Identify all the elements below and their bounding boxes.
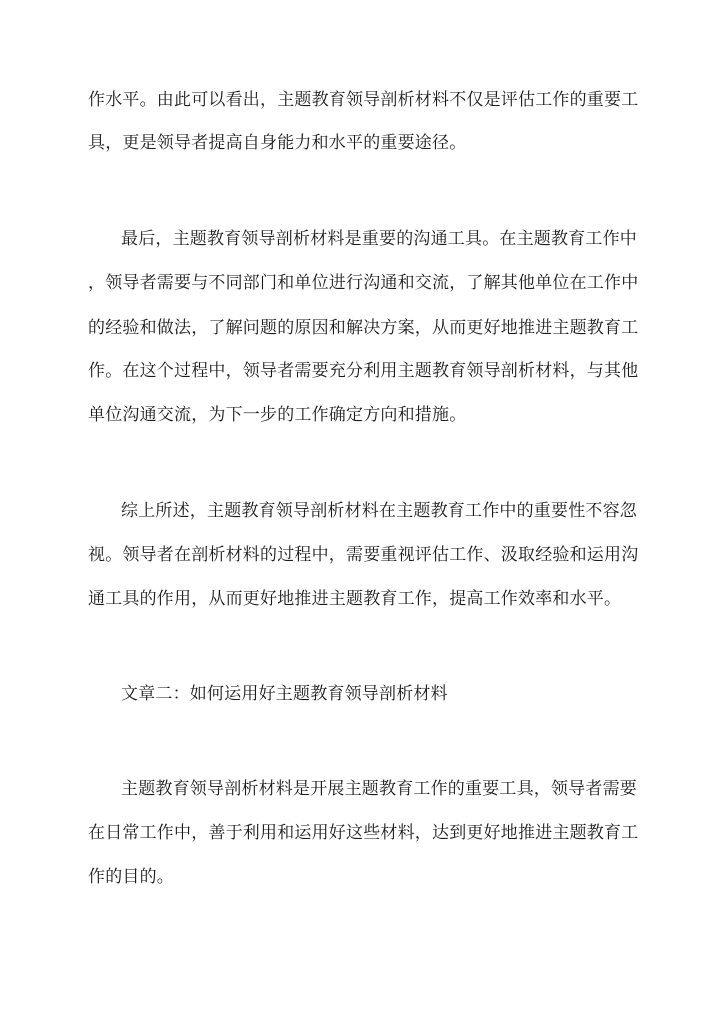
text-line: 最后，主题教育领导剖析材料是重要的沟通工具。在主题教育工作中 — [121, 229, 637, 249]
text-line: 具，更是领导者提高自身能力和水平的重要途径。 — [88, 133, 467, 153]
text-line: 主题教育领导剖析材料是开展主题教育工作的重要工具，领导者需要 — [121, 779, 637, 799]
text-line: 在日常工作中，善于利用和运用好这些材料，达到更好地推进主题教育工 — [88, 823, 639, 843]
text-line: 作水平。由此可以看出，主题教育领导剖析材料不仅是评估工作的重要工 — [88, 90, 639, 110]
text-line: 作的目的。 — [88, 867, 174, 887]
text-line: 的经验和做法，了解问题的原因和解决方案，从而更好地推进主题教育工 — [88, 318, 639, 338]
text-line: 通工具的作用，从而更好地推进主题教育工作，提高工作效率和水平。 — [88, 589, 622, 609]
text-line: 单位沟通交流，为下一步的工作确定方向和措施。 — [88, 405, 467, 425]
text-line: 综上所述，主题教育领导剖析材料在主题教育工作中的重要性不容忽 — [121, 501, 637, 521]
section-heading: 文章二：如何运用好主题教育领导剖析材料 — [121, 684, 448, 704]
text-line: 作。在这个过程中，领导者需要充分利用主题教育领导剖析材料，与其他 — [88, 361, 639, 381]
text-line: 视。领导者在剖析材料的过程中，需要重视评估工作、汲取经验和运用沟 — [88, 545, 639, 565]
text-line: ，领导者需要与不同部门和单位进行沟通和交流，了解其他单位在工作中 — [88, 273, 639, 293]
